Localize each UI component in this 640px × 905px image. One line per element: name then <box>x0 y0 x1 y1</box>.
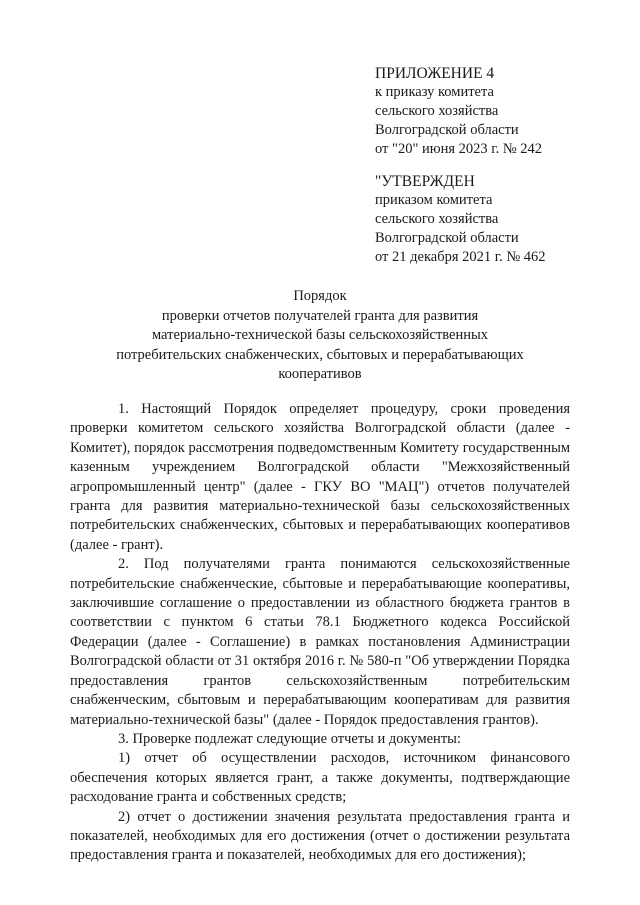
title-line: кооперативов <box>278 366 362 382</box>
paragraph-3: 3. Проверке подлежат следующие отчеты и документы: <box>118 730 461 747</box>
paragraph-3-item-1: 1) отчет об осуществлении расходов, источником финансового обеспечения которых является грант, а также документы, подтверждающие расходование гранта и собственных средств; <box>70 750 570 806</box>
appendix-heading: ПРИЛОЖЕНИЕ 4 <box>375 65 495 82</box>
paragraph-1: 1. Настоящий Порядок определяет процедуру, сроки проведения проверки комитетом сельского хозяйства Волгоградской области (далее - Комитет), порядок рассмотрения подведомственным Комитету государственным казенным учреждением Волгоградской области "Межхозяйственный агропромышленный центр" (далее - ГКУ ВО "МАЦ") отчетов получателей гранта для развития материально-технической базы сельскохозяйственных потребительских снабженческих, сбытовых и перерабатывающих кооперативов (далее - грант). <box>70 401 570 553</box>
approved-line: приказом комитета <box>375 192 493 208</box>
document-body <box>70 400 570 866</box>
appendix-line: Волгоградской области <box>375 122 519 138</box>
appendix-block <box>375 64 625 159</box>
appendix-line: к приказу комитета <box>375 84 494 100</box>
approved-block <box>375 172 625 267</box>
title-line: потребительских снабженческих, сбытовых и перерабатывающих <box>116 346 524 363</box>
document-title <box>70 287 570 385</box>
title-line: проверки отчетов получателей гранта для развития <box>161 307 479 324</box>
paragraph-3-item-2: 2) отчет о достижении значения результата предоставления гранта и показателей, необходимых для его достижения (отчет о достижении результата предоставления гранта и показателей, необходимых для его достижения); <box>70 808 570 864</box>
approved-line: сельского хозяйства <box>375 211 499 227</box>
title-line: материально-технической базы сельскохозяйственных <box>151 327 488 343</box>
appendix-line: от "20" июня 2023 г. № 242 <box>375 141 543 157</box>
approved-heading: "УТВЕРЖДЕН <box>375 173 475 190</box>
title-heading: Порядок <box>293 288 347 304</box>
appendix-line: сельского хозяйства <box>375 103 499 119</box>
approved-line: Волгоградской области <box>375 230 519 246</box>
paragraph-2: 2. Под получателями гранта понимаются сельскохозяйственные потребительские снабженческие, сбытовые и перерабатывающие кооперативы, заключившие соглашение о предоставлении из областного бюджета грантов в соответствии с пунктом 6 статьи 78.1 Бюджетного кодекса Российской Федерации (далее - Соглашение) в рамках постановления Администрации Волгоградской области от 31 октября 2016 г. № 580-п "Об утверждении Порядка предоставления грантов сельскохозяйственным потребительским снабженческим, сбытовым и перерабатывающим кооперативам для развития материально-технической базы" (далее - Порядок предоставления грантов). <box>70 556 570 728</box>
approved-line: от 21 декабря 2021 г. № 462 <box>375 249 546 265</box>
